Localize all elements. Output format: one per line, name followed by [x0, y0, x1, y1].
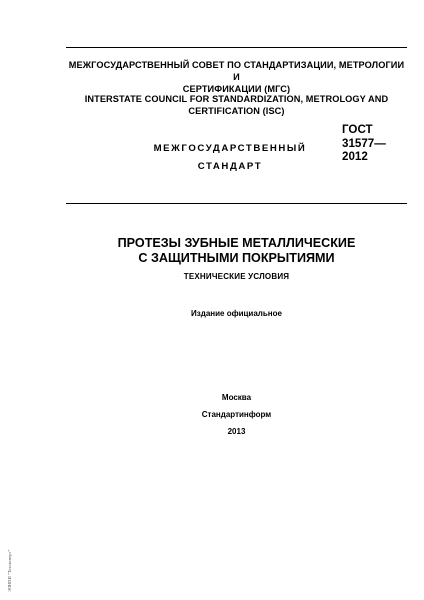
gost-year: 2012 [342, 150, 368, 163]
document-subtitle: ТЕХНИЧЕСКИЕ УСЛОВИЯ [183, 272, 290, 281]
title-line2: С ЗАЩИТНЫМИ ПОКРЫТИЯМИ [138, 251, 335, 265]
council-en-line2: CERTIFICATION (ISC) [188, 106, 285, 116]
council-ru-line1: МЕЖГОСУДАРСТВЕННЫЙ СОВЕТ ПО СТАНДАРТИЗАЦИИ, МЕТРОЛОГИИ И [68, 60, 405, 82]
council-ru-line2: СЕРТИФИКАЦИИ (МГС) [182, 84, 291, 94]
standard-type-line1: МЕЖГОСУДАРСТВЕННЫЙ [153, 143, 307, 154]
gost-number: 31577— [342, 136, 386, 150]
council-name-ru [66, 59, 407, 95]
imprint-year: 2013 [227, 427, 246, 436]
gost-prefix: ГОСТ [342, 123, 373, 136]
edition-note: Издание официальное [191, 309, 282, 318]
council-en-line1: INTERSTATE COUNCIL FOR STANDARDIZATION, METROLOGY AND [84, 94, 389, 104]
document-title [66, 236, 407, 266]
middle-rule [66, 203, 407, 204]
top-rule [66, 47, 407, 48]
watermark-text: ЭЛНПИ "Техэксперт" [7, 549, 12, 592]
gost-designation [342, 123, 386, 164]
imprint-city: Москва [221, 393, 252, 402]
council-name-en [66, 93, 407, 117]
title-line1: ПРОТЕЗЫ ЗУБНЫЕ МЕТАЛЛИЧЕСКИЕ [117, 236, 356, 250]
standard-type-line2: СТАНДАРТ [197, 161, 263, 172]
imprint-publisher: Стандартинформ [201, 410, 272, 419]
